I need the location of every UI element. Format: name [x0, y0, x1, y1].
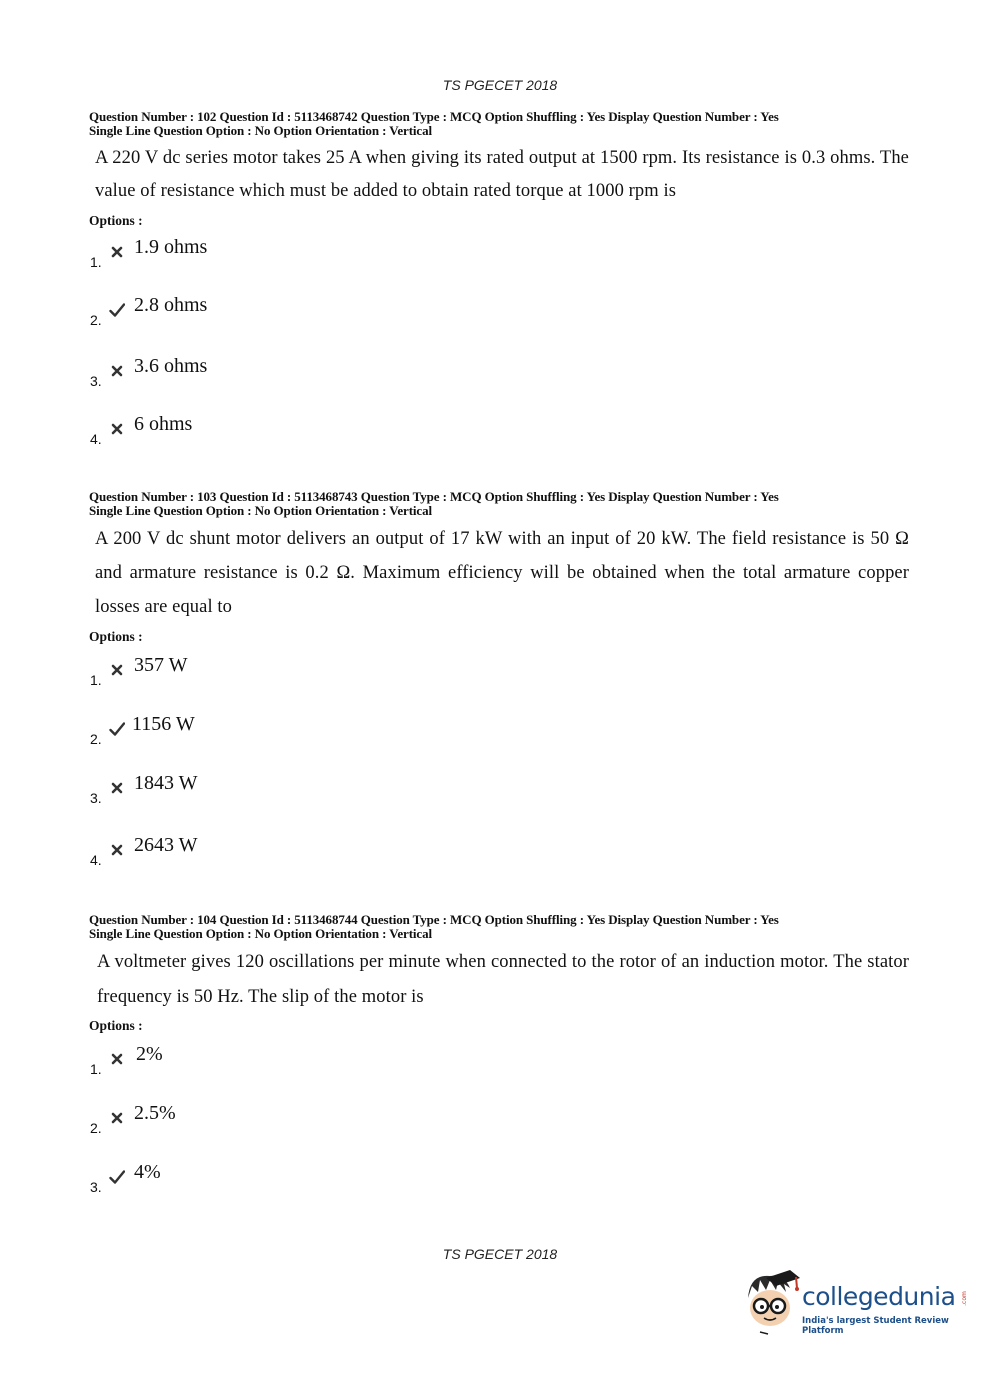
- option-number: 2.: [90, 312, 102, 328]
- option-number: 3.: [90, 1179, 102, 1195]
- option-text: 2643 W: [134, 834, 198, 856]
- option-item[interactable]: [89, 355, 489, 391]
- options-label: Options :: [89, 1018, 143, 1033]
- option-number: 4.: [90, 852, 102, 868]
- correct-check-icon: [109, 721, 125, 737]
- option-text: 2%: [136, 1043, 163, 1065]
- wrong-mark-icon: [109, 363, 125, 379]
- option-item[interactable]: [89, 772, 489, 808]
- question-block: [89, 489, 909, 868]
- option-number: 4.: [90, 431, 102, 447]
- question-text: A voltmeter gives 120 oscillations per minute when connected to the rotor of an induction motor. The stator frequency is 50 Hz. The slip of the motor is: [97, 952, 909, 1007]
- option-text: 1.9 ohms: [134, 236, 208, 258]
- correct-check-icon: [109, 302, 125, 318]
- question-text: A 200 V dc shunt motor delivers an output of 17 kW with an input of 20 kW. The field resistance is 50 Ω and armature resistance is 0.2 Ω. Maximum efficiency will be obtained when the total armature copper losses are equal to: [95, 529, 909, 617]
- option-text: 6 ohms: [134, 413, 193, 435]
- wrong-mark-icon: [109, 662, 125, 678]
- option-text: 1843 W: [134, 772, 198, 794]
- question-meta-line: Question Number : 102 Question Id : 5113468742 Question Type : MCQ Option Shuffling : Yes Display Question Number : Yes: [89, 109, 779, 124]
- option-text: 357 W: [134, 654, 188, 676]
- question-meta-line: Single Line Question Option : No Option Orientation : Vertical: [89, 503, 433, 518]
- wrong-mark-icon: [109, 780, 125, 796]
- option-number: 1.: [90, 1061, 102, 1077]
- page-header-title: TS PGECET 2018: [442, 77, 558, 93]
- option-text: 2.8 ohms: [134, 294, 208, 316]
- correct-check-icon: [109, 1169, 125, 1185]
- option-number: 1.: [90, 672, 102, 688]
- logo-tagline: India's largest Student Review Platform: [802, 1316, 949, 1336]
- question-block: [89, 913, 909, 1193]
- wrong-mark-icon: [109, 842, 125, 858]
- logo-wordmark: collegedunia: [802, 1282, 956, 1311]
- option-item[interactable]: [89, 1161, 489, 1197]
- wrong-mark-icon: [109, 1110, 125, 1126]
- wrong-mark-icon: [109, 244, 125, 260]
- wrong-mark-icon: [109, 421, 125, 437]
- option-item[interactable]: [89, 834, 489, 870]
- option-number: 2.: [90, 731, 102, 747]
- option-number: 2.: [90, 1120, 102, 1136]
- option-item[interactable]: [89, 1043, 489, 1079]
- collegedunia-logo: [740, 1268, 970, 1340]
- option-number: 1.: [90, 254, 102, 270]
- logo-domain-suffix: .com: [960, 1291, 968, 1306]
- option-number: 3.: [90, 790, 102, 806]
- option-item[interactable]: [89, 654, 489, 690]
- question-block: [89, 110, 909, 450]
- page-footer-title: TS PGECET 2018: [442, 1246, 558, 1262]
- wrong-mark-icon: [109, 1051, 125, 1067]
- option-item[interactable]: [89, 1102, 489, 1138]
- option-text: 4%: [134, 1161, 161, 1183]
- option-item[interactable]: [89, 413, 489, 449]
- options-label: Options :: [89, 629, 143, 644]
- option-text: 1156 W: [132, 713, 195, 735]
- question-text: A 220 V dc series motor takes 25 A when giving its rated output at 1500 rpm. Its resistance is 0.3 ohms. The value of resistance which must be added to obtain rated torque at 1000 rpm is: [95, 148, 909, 201]
- question-meta-line: Single Line Question Option : No Option Orientation : Vertical: [89, 926, 433, 941]
- option-text: 2.5%: [134, 1102, 176, 1124]
- option-text: 3.6 ohms: [134, 355, 208, 377]
- option-number: 3.: [90, 373, 102, 389]
- option-item[interactable]: [89, 713, 489, 749]
- question-meta-line: Single Line Question Option : No Option Orientation : Vertical: [89, 123, 433, 138]
- mascot-icon: [740, 1268, 802, 1340]
- question-meta-line: Question Number : 103 Question Id : 5113468743 Question Type : MCQ Option Shuffling : Yes Display Question Number : Yes: [89, 489, 779, 504]
- question-meta-line: Question Number : 104 Question Id : 5113468744 Question Type : MCQ Option Shuffling : Yes Display Question Number : Yes: [89, 912, 779, 927]
- option-item[interactable]: [89, 294, 489, 330]
- options-label: Options :: [89, 213, 143, 228]
- option-item[interactable]: [89, 236, 489, 272]
